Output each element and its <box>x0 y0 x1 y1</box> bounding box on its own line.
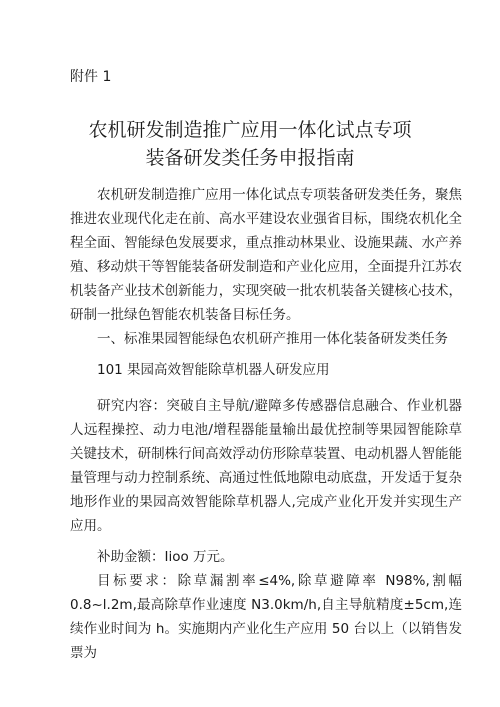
document-body <box>70 183 462 665</box>
funding-paragraph: 补助金额：Iioo 万元。 <box>97 549 234 565</box>
intro-paragraph: 农机研发制造推广应用一体化试点专项装备研发类任务，聚焦推进农业现代化走在前、高水平建设农业强省目标，围绕农机化全程全面、智能绿色发展要求，重点推动林果业、设施果蔬、水产养殖、移动烘干等智能装备研发制造和产业化应用，全面提升江苏农机装备产业技术创新能力，实现突破一批农机装备关键核心技术，研制一批绿色智能农机装备目标任务。 <box>70 187 462 323</box>
title-line-1: 农机研发制造推广应用一体化试点专项 <box>88 119 412 141</box>
document-title <box>40 116 460 172</box>
title-line-2: 装备研发类任务申报指南 <box>145 147 355 169</box>
section-heading: 一、标准果园智能绿色农机研产推用一体化装备研发类任务 <box>97 331 448 347</box>
attachment-label: 附件 1 <box>70 69 112 85</box>
research-content-paragraph: 研究内容：突破自主导航/避障多传感器信息融合、作业机器人远程操控、动力电池/增程器能量输出最优控制等果园智能除草关键技术，研制株行间高效浮动仿形除草装置、电动机器人智能能量管理与动力控制系统、高通过性低地隙电动底盘，开发适于复杂地形作业的果园高效智能除草机器人,完成产业化开发并实现生产应用。 <box>70 398 462 534</box>
targets-paragraph: 目标要求：除草漏割率≤4%,除草避障率 N98%,割幅 0.8~l.2m,最高除草作业速度 N3.0km/h,自主导航精度±5cm,连续作业时间为 h。实施期内产业化生产应用 50 台以上（以销售发票为 <box>70 573 462 661</box>
item-heading: 101 果园高效智能除草机器人研发应用 <box>97 362 330 378</box>
